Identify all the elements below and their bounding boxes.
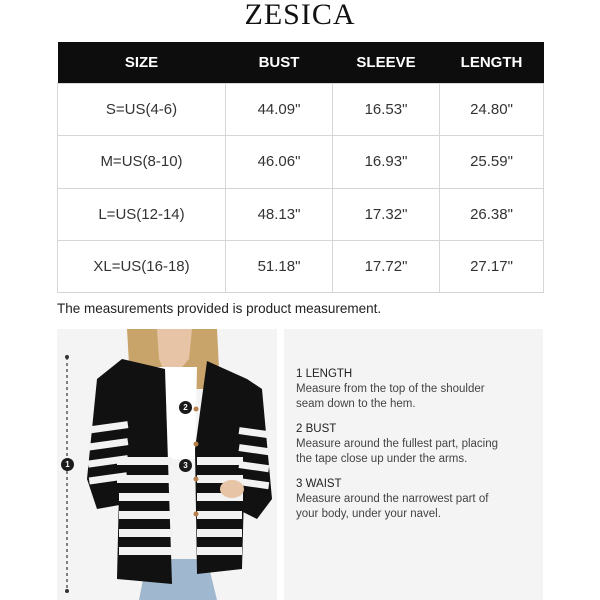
- measurement-guide: [284, 329, 543, 600]
- cell-length: 27.17": [440, 241, 544, 293]
- marker-bust: 2: [179, 401, 192, 414]
- marker-waist: 3: [179, 459, 192, 472]
- cell-sleeve: 16.93": [333, 136, 440, 189]
- model-photo: [57, 329, 277, 600]
- cell-bust: 44.09": [226, 83, 333, 136]
- table-header-row: [58, 42, 544, 83]
- guide-length: [296, 367, 536, 412]
- guide-length-desc-line1: Measure from the top of the shoulder: [296, 383, 485, 395]
- marker-length: 1: [61, 458, 74, 471]
- cell-sleeve: 16.53": [333, 83, 440, 136]
- guide-bust-title: 2 BUST: [296, 423, 337, 435]
- cell-length: 24.80": [440, 83, 544, 136]
- cell-size: XL=US(16-18): [58, 241, 226, 293]
- guide-waist-desc-line1: Measure around the narrowest part of: [296, 493, 489, 505]
- cell-sleeve: 17.72": [333, 241, 440, 293]
- table-row: [58, 83, 544, 136]
- guide-bust-desc-line1: Measure around the fullest part, placing: [296, 438, 499, 450]
- cell-length: 25.59": [440, 136, 544, 189]
- column-header-size: SIZE: [58, 42, 226, 83]
- column-header-length: LENGTH: [440, 42, 544, 83]
- cell-sleeve: 17.32": [333, 188, 440, 241]
- cell-bust: 51.18": [226, 241, 333, 293]
- guide-length-title: 1 LENGTH: [296, 368, 353, 380]
- guide-waist: [296, 477, 536, 522]
- cell-bust: 48.13": [226, 188, 333, 241]
- table-row: [58, 188, 544, 241]
- column-header-sleeve: SLEEVE: [333, 42, 440, 83]
- measurement-note: The measurements provided is product measurement.: [57, 301, 382, 316]
- cell-size: M=US(8-10): [58, 136, 226, 189]
- guide-length-desc-line2: seam down to the hem.: [296, 398, 416, 410]
- table-row: [58, 136, 544, 189]
- cell-length: 26.38": [440, 188, 544, 241]
- cell-size: S=US(4-6): [58, 83, 226, 136]
- size-chart-table: [57, 42, 544, 293]
- column-header-bust: BUST: [226, 42, 333, 83]
- brand-logo: ZESICA: [244, 0, 356, 31]
- table-row: [58, 241, 544, 293]
- cell-size: L=US(12-14): [58, 188, 226, 241]
- guide-waist-title: 3 WAIST: [296, 478, 342, 490]
- cardigan-illustration: [57, 329, 277, 600]
- guide-bust: [296, 422, 536, 467]
- cell-bust: 46.06": [226, 136, 333, 189]
- guide-waist-desc-line2: your body, under your navel.: [296, 508, 441, 520]
- guide-bust-desc-line2: the tape close up under the arms.: [296, 453, 468, 465]
